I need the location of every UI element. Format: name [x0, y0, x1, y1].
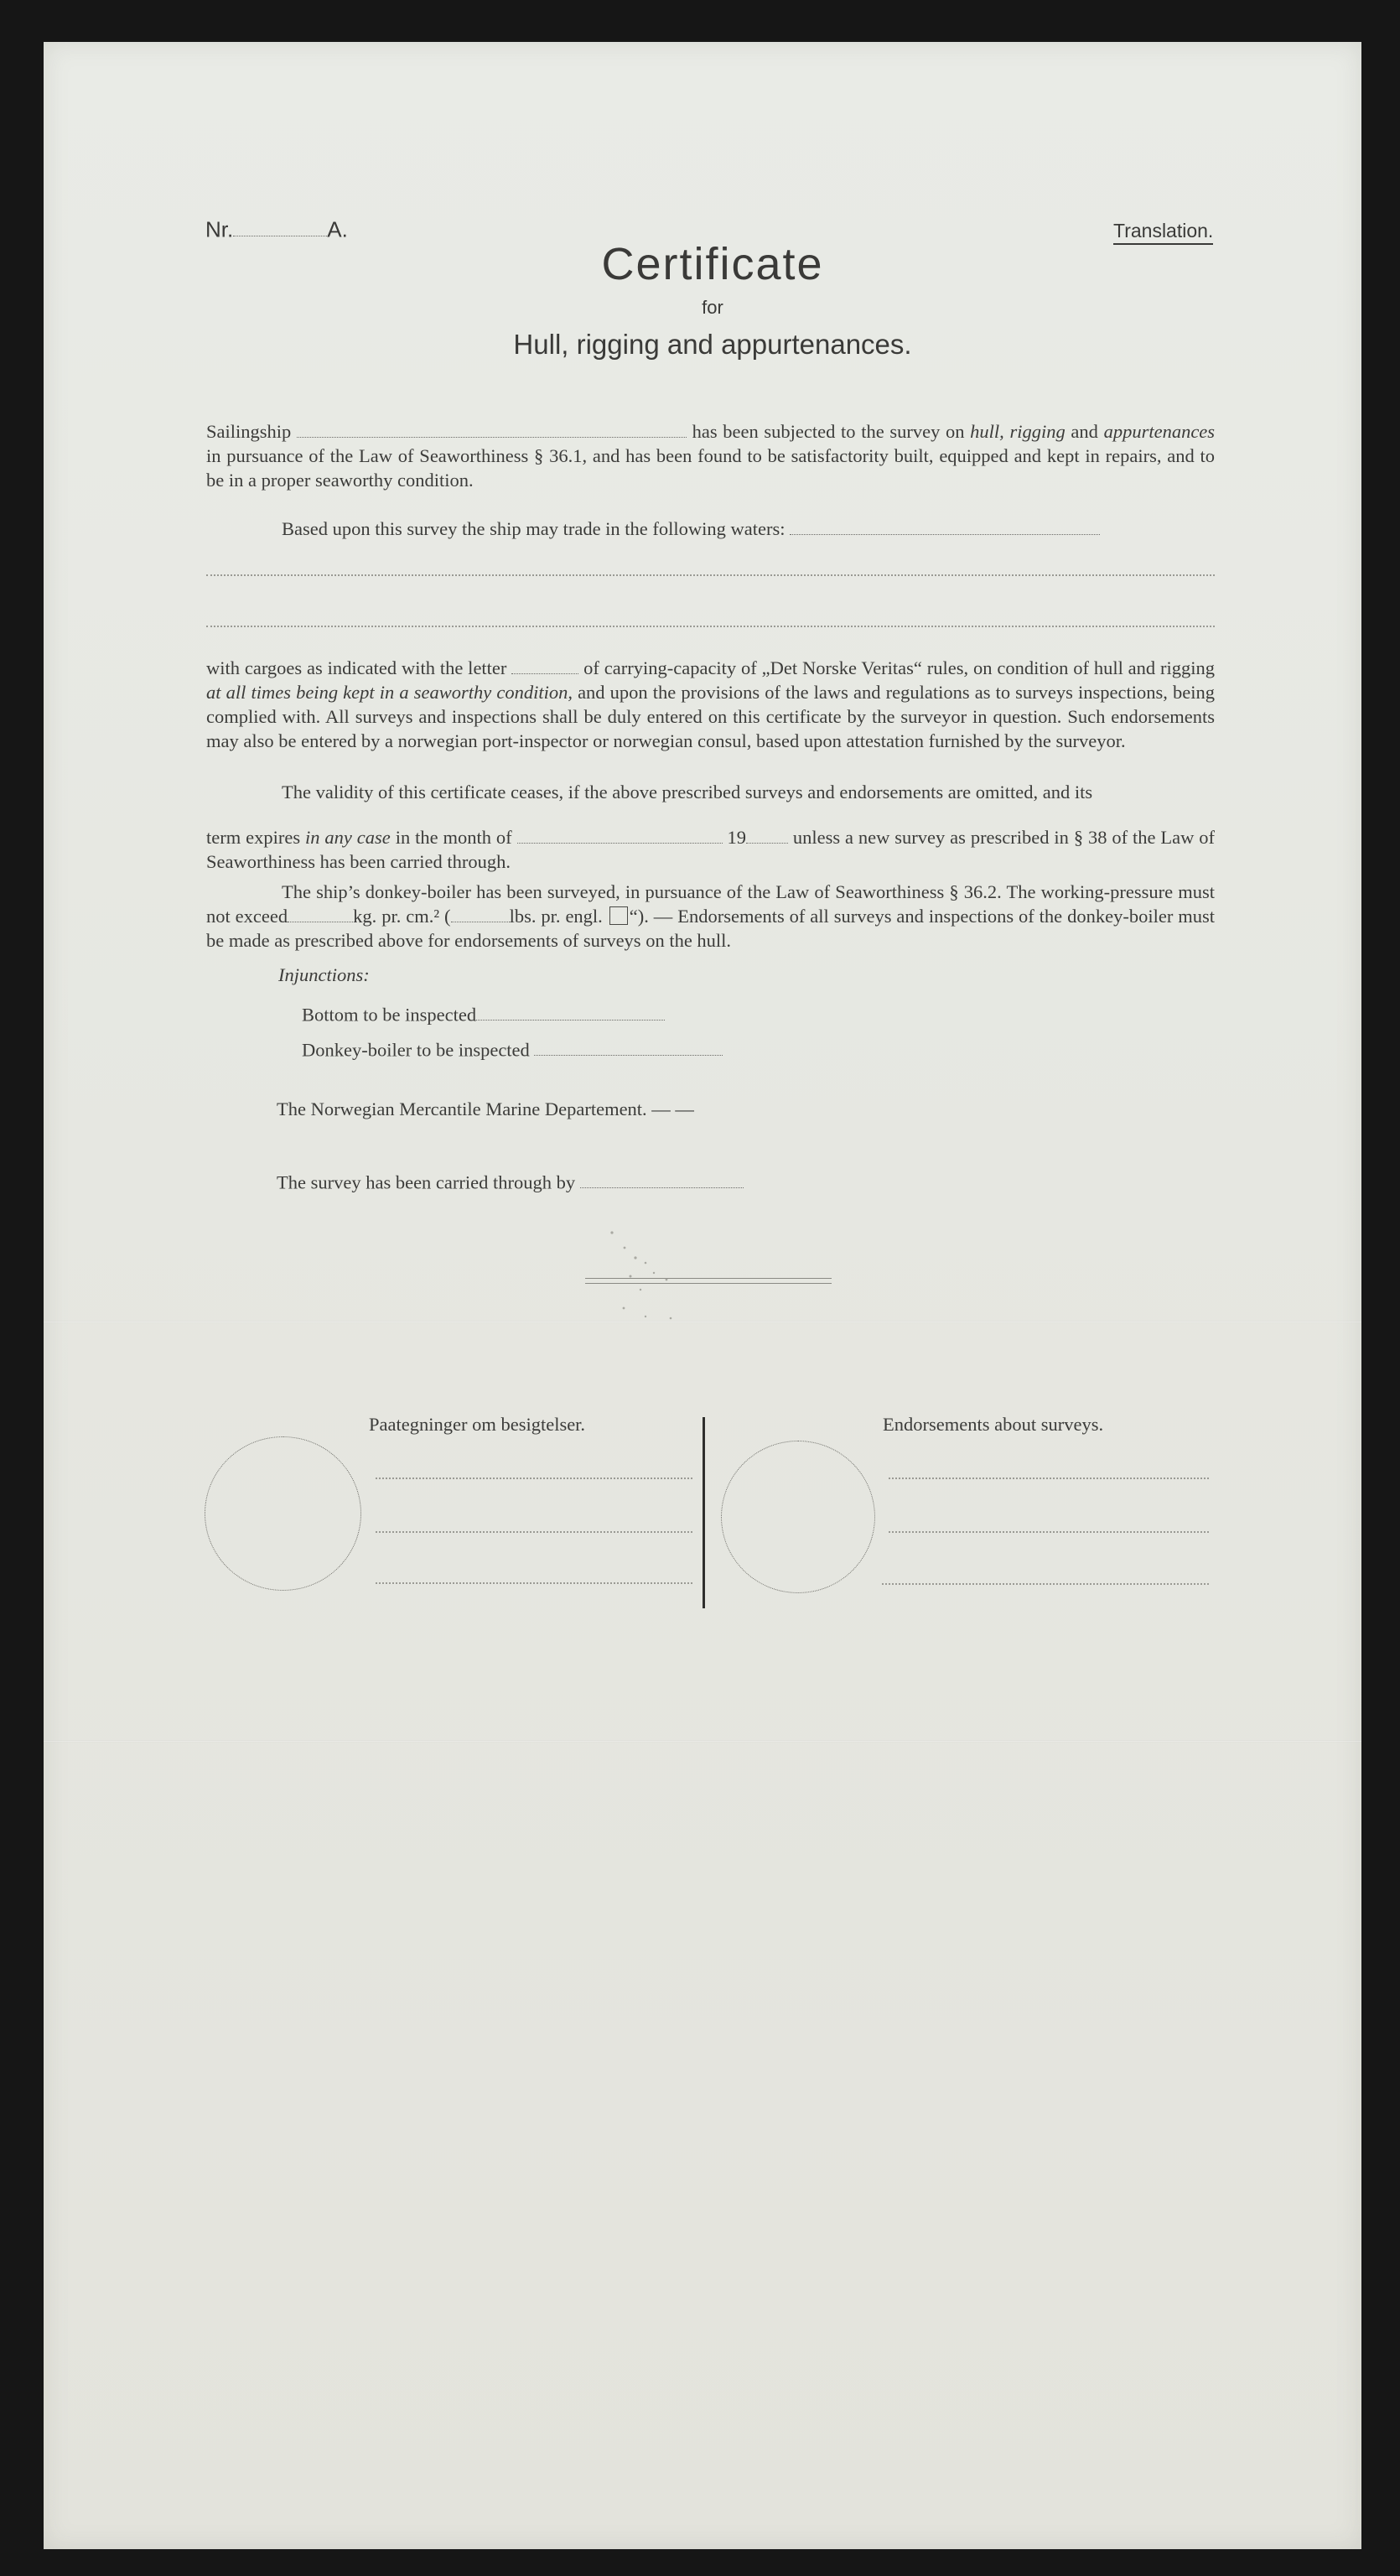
nr-field: Nr. A. [205, 216, 348, 242]
waters-line-1 [206, 574, 1215, 576]
translation-label: Translation. [1113, 220, 1213, 245]
fold-line [44, 1740, 1361, 1742]
stamp-circle-right [721, 1441, 875, 1593]
endorsement-line-right-1 [889, 1478, 1209, 1479]
injunction-donkey-boiler: Donkey-boiler to be inspected [302, 1038, 723, 1061]
year-blank [746, 826, 788, 844]
month-blank [517, 826, 723, 844]
endorsement-line-left-1 [376, 1478, 692, 1479]
letter-blank [511, 657, 578, 674]
lbs-blank [451, 905, 510, 922]
endorsements-left-heading: Paategninger om besigtelser. [369, 1414, 586, 1435]
page-title: Certificate [601, 239, 824, 289]
paragraph-waters: Based upon this survey the ship may trade in the following waters: [206, 517, 1215, 541]
nr-blank [233, 216, 327, 236]
injunction-bottom: Bottom to be inspected [302, 1003, 665, 1026]
endorsement-line-right-3 [882, 1583, 1209, 1585]
surveyor-blank [580, 1171, 744, 1188]
survey-by-line: The survey has been carried through by [277, 1171, 744, 1193]
endorsement-line-right-2 [889, 1531, 1209, 1533]
endorsement-line-left-2 [376, 1531, 692, 1533]
paragraph-donkey-boiler: The ship’s donkey-boiler has been surveyed, in pursuance of the Law of Seaworthiness § 36.2. The working-pressure must not exceed kg. pr. cm.² ( lbs. pr. engl. “). — Endorsements of all surveys and inspections of the donkey-boiler must be made as prescribed above for endorsements of surveys on the hull. [206, 881, 1216, 951]
paragraph-term: term expires in any case in the month of 19 unless a new survey as prescribed in § 38 of the Law of Seaworthiness has been carried through. [206, 827, 1216, 872]
kg-blank [288, 905, 353, 922]
faint-seal-impression [587, 1224, 721, 1325]
title-subtitle: Hull, rigging and appurtenances. [513, 329, 912, 360]
title-for: for [702, 297, 723, 318]
endorsements-right-heading: Endorsements about surveys. [883, 1414, 1104, 1435]
endorsement-line-left-3 [376, 1582, 692, 1584]
unit-checkbox [609, 906, 628, 925]
paragraph-validity: The validity of this certificate ceases, if the above prescribed surveys and endorsements are omitted, and its [282, 782, 1093, 802]
waters-line-2 [206, 626, 1215, 627]
paragraph-cargoes: with cargoes as indicated with the letter of carrying-capacity of „Det Norske Veritas“ rules, on condition of hull and rigging at all times being kept in a seaworthy condition, and upon the provisions of the laws and regulations as to surveys inspections, being complied with. All surveys and inspections shall be duly entered on this certificate by the surveyor in question. Such endorsements may also be entered by a norwegian port-inspector or norwegian consul, based upon attestation furnished by the surveyor. [206, 657, 1216, 751]
paragraph-sailingship: Sailingship has been subjected to the survey on hull, rigging and appurtenances in pursuance of the Law of Seaworthiness § 36.1, and has been found to be satisfactority built, equipped and kept in repairs, and to be in a proper seaworthy condition. [206, 421, 1216, 491]
bottom-blank [476, 1003, 665, 1021]
stamp-circle-left [205, 1436, 361, 1591]
department-line: The Norwegian Mercantile Marine Departement. — — [277, 1098, 694, 1119]
donkey-blank [534, 1038, 723, 1056]
injunctions-heading: Injunctions: [278, 964, 370, 985]
endorsements-divider [703, 1417, 705, 1608]
ship-name-blank [297, 420, 687, 438]
waters-blank [790, 517, 1100, 535]
